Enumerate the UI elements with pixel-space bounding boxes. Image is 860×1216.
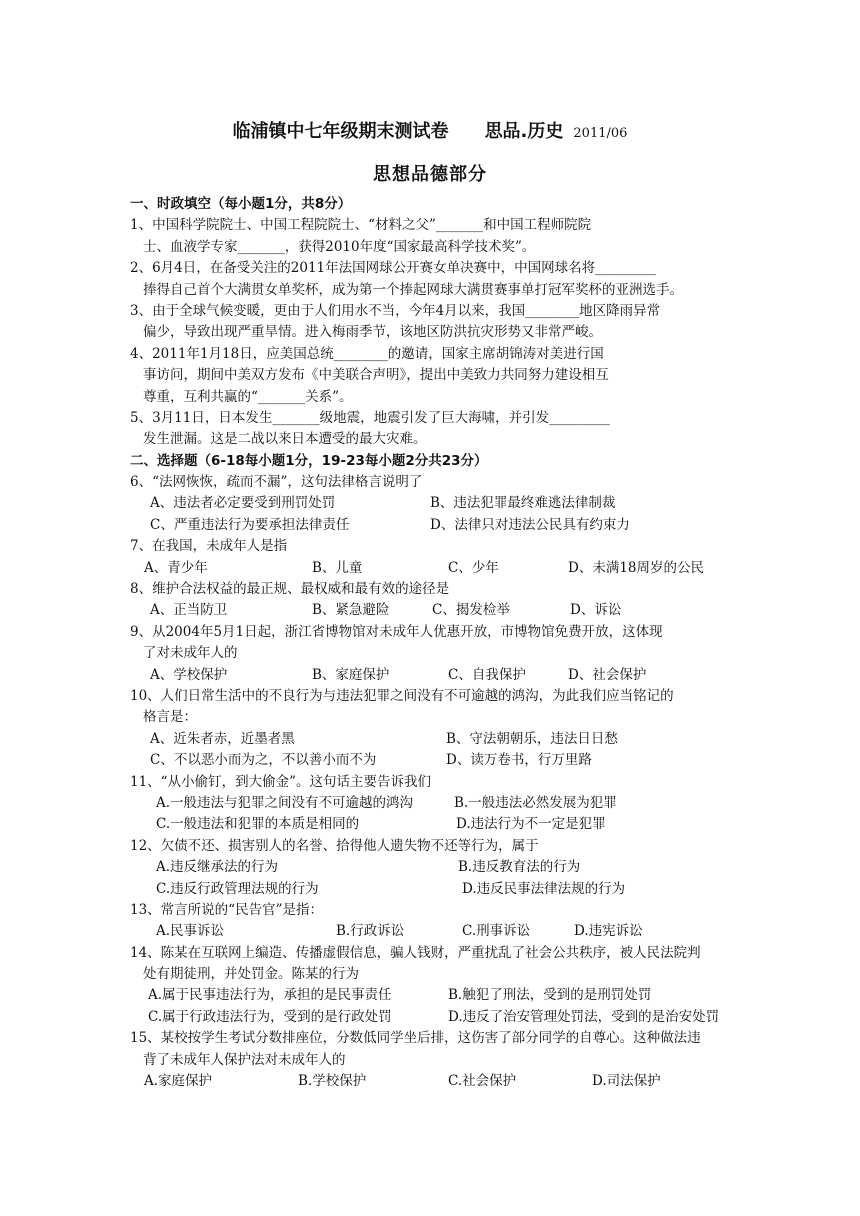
q10-stem-line1: 10、人们日常生活中的不良行为与违法犯罪之间没有不可逾越的鸿沟，为此我们应当铭记的 — [130, 687, 674, 704]
q12-stem: 12、欠债不还、损害别人的名誉、拾得他人遗失物不还等行为，属于 — [130, 837, 539, 854]
q11-option-b: B.一般违法必然发展为犯罪 — [454, 794, 617, 811]
q1-line2: 士、血液学专家_______，获得2010年度“国家最高科学技术奖”。 — [143, 238, 536, 255]
q10-options-row1 — [130, 729, 733, 750]
q9-option-d: D、社会保护 — [568, 666, 647, 683]
section1-heading: 一、时政填空（每小题1分，共8分） — [130, 196, 352, 212]
q15-options — [130, 1071, 733, 1092]
q15-option-d: D.司法保护 — [592, 1073, 661, 1090]
q1-line1: 1、中国科学院院士、中国工程院院士、“材料之父”_______和中国工程师院院 — [130, 217, 592, 234]
q7-option-b: B、儿童 — [312, 559, 363, 576]
q7-options — [130, 558, 733, 579]
q12-option-c: C.违反行政管理法规的行为 — [156, 880, 319, 897]
q14-options-row1 — [130, 985, 733, 1006]
q7-stem: 7、在我国，未成年人是指 — [130, 538, 288, 555]
q11-options-row2 — [130, 814, 733, 835]
q13-option-d: D.违宪诉讼 — [574, 923, 643, 940]
q10-option-c: C、不以恶小而为之，不以善小而不为 — [150, 752, 377, 769]
q11-option-d: D.违法行为不一定是犯罪 — [456, 816, 606, 833]
q6-stem: 6、“法网恢恢，疏而不漏”，这句法律格言说明了 — [130, 474, 423, 491]
q11-stem: 11、“从小偷钉，到大偷金”。这句话主要告诉我们 — [130, 773, 431, 790]
section2-heading: 二、选择题（6-18每小题1分，19-23每小题2分共23分） — [130, 452, 488, 469]
q15-option-a: A.家庭保护 — [144, 1073, 213, 1090]
q8-option-c: C、揭发检举 — [432, 602, 510, 619]
q15-option-b: B.学校保护 — [298, 1073, 367, 1090]
q4-line3: 尊重，互利共赢的“_______关系”。 — [143, 388, 353, 405]
q8-option-b: B、紧急避险 — [312, 602, 390, 619]
q13-stem: 13、常言所说的“民告官”是指： — [130, 901, 323, 918]
q10-option-a: A、近朱者赤，近墨者黑 — [150, 730, 295, 747]
q10-options-row2 — [130, 750, 733, 771]
q4-line1: 4、2011年1月18日，应美国总统________的邀请，国家主席胡锦涛对美进行国 — [130, 345, 604, 362]
q15-stem-line1: 15、某校按学生考试分数排座位，分数低同学坐后排，这伤害了部分同学的自尊心。这种做法违 — [130, 1030, 701, 1047]
exam-title — [0, 117, 860, 143]
q15-stem-line2: 背了未成年人保护法对未成年人的 — [143, 1051, 346, 1068]
q13-option-c: C.刑事诉讼 — [462, 923, 531, 940]
exam-body — [130, 194, 733, 1092]
q14-stem-line2: 处有期徒刑，并处罚金。陈某的行为 — [143, 966, 359, 983]
q11-option-a: A.一般违法与犯罪之间没有不可逾越的鸿沟 — [156, 794, 414, 811]
q3-line1: 3、由于全球气候变暖，更由于人们用水不当，今年4月以来，我国________地区降雨异常 — [130, 302, 661, 319]
q6-options-row2 — [130, 515, 733, 536]
q14-option-b: B.触犯了刑法，受到的是刑罚处罚 — [448, 987, 652, 1004]
q2-line1: 2、6月4日，在备受关注的2011年法国网球公开赛女单决赛中，中国网球名将_________ — [130, 260, 656, 277]
q6-options-row1 — [130, 493, 733, 514]
q6-option-d: D、法律只对违法公民具有约束力 — [430, 516, 630, 533]
q7-option-d: D、未满18周岁的公民 — [568, 559, 705, 576]
q9-stem-line2: 了对未成年人的 — [143, 645, 238, 662]
q8-option-a: A、正当防卫 — [150, 602, 228, 619]
q10-option-b: B、守法朝朝乐，违法日日愁 — [446, 730, 618, 747]
q8-option-d: D、诉讼 — [570, 602, 622, 619]
q13-option-a: A.民事诉讼 — [156, 923, 225, 940]
q13-options — [130, 921, 733, 942]
q2-line2: 捧得自己首个大满贯女单奖杯，成为第一个捧起网球大满贯赛事单打冠军奖杯的亚洲选手。 — [143, 281, 683, 298]
q8-options — [130, 600, 733, 621]
q6-option-b: B、违法犯罪最终难逃法律制裁 — [430, 495, 616, 512]
q8-stem: 8、维护合法权益的最正规、最权威和最有效的途径是 — [130, 581, 450, 598]
q14-option-d: D.违反了治安管理处罚法，受到的是治安处罚 — [448, 1008, 720, 1025]
q4-line2: 事访问，期间中美双方发布《中美联合声明》，提出中美致力共同努力建设相互 — [143, 367, 609, 384]
q7-option-c: C、少年 — [448, 559, 499, 576]
q12-option-a: A.违反继承法的行为 — [156, 859, 279, 876]
q14-option-a: A.属于民事违法行为，承担的是民事责任 — [148, 987, 392, 1004]
q9-options — [130, 665, 733, 686]
q11-option-c: C.一般违法和犯罪的本质是相同的 — [156, 816, 360, 833]
q5-line1: 5、3月11日，日本发生_______级地震，地震引发了巨大海啸，并引发_________ — [130, 409, 610, 426]
q15-option-c: C.社会保护 — [448, 1073, 517, 1090]
q6-option-c: C、严重违法行为要承担法律责任 — [150, 516, 350, 533]
q9-option-a: A、学校保护 — [150, 666, 228, 683]
q14-options-row2 — [130, 1007, 733, 1028]
q13-option-b: B.行政诉讼 — [336, 923, 405, 940]
q3-line2: 偏少，导致出现严重旱情。进入梅雨季节，该地区防洪抗灾形势又非常严峻。 — [143, 324, 602, 341]
exam-date: 2011/06 — [573, 126, 628, 141]
q5-line2: 发生泄漏。这是二战以来日本遭受的最大灾难。 — [143, 431, 427, 448]
q6-option-a: A、违法者必定要受到刑罚处罚 — [150, 495, 336, 512]
exam-title-text: 临浦镇中七年级期末测试卷 — [232, 121, 449, 142]
q12-option-b: B.违反教育法的行为 — [458, 859, 581, 876]
q10-stem-line2: 格言是： — [143, 709, 197, 726]
exam-subject: 思品.历史 — [484, 121, 564, 142]
q12-options-row2 — [130, 879, 733, 900]
q14-stem-line1: 14、陈某在互联网上编造、传播虚假信息，骗人钱财，严重扰乱了社会公共秩序，被人民法院判 — [130, 944, 701, 961]
q12-options-row1 — [130, 857, 733, 878]
q11-options-row1 — [130, 793, 733, 814]
q9-stem-line1: 9、从2004年5月1日起，浙江省博物馆对未成年人优惠开放，市博物馆免费开放，这体现 — [130, 623, 663, 640]
q12-option-d: D.违反民事法律法规的行为 — [462, 880, 626, 897]
q7-option-a: A、青少年 — [144, 559, 208, 576]
q9-option-c: C、自我保护 — [448, 666, 526, 683]
part-title: 思想品德部分 — [373, 164, 487, 185]
q10-option-d: D、读万卷书，行万里路 — [446, 752, 592, 769]
q9-option-b: B、家庭保护 — [312, 666, 390, 683]
q14-option-c: C.属于行政违法行为，受到的是行政处罚 — [148, 1008, 392, 1025]
